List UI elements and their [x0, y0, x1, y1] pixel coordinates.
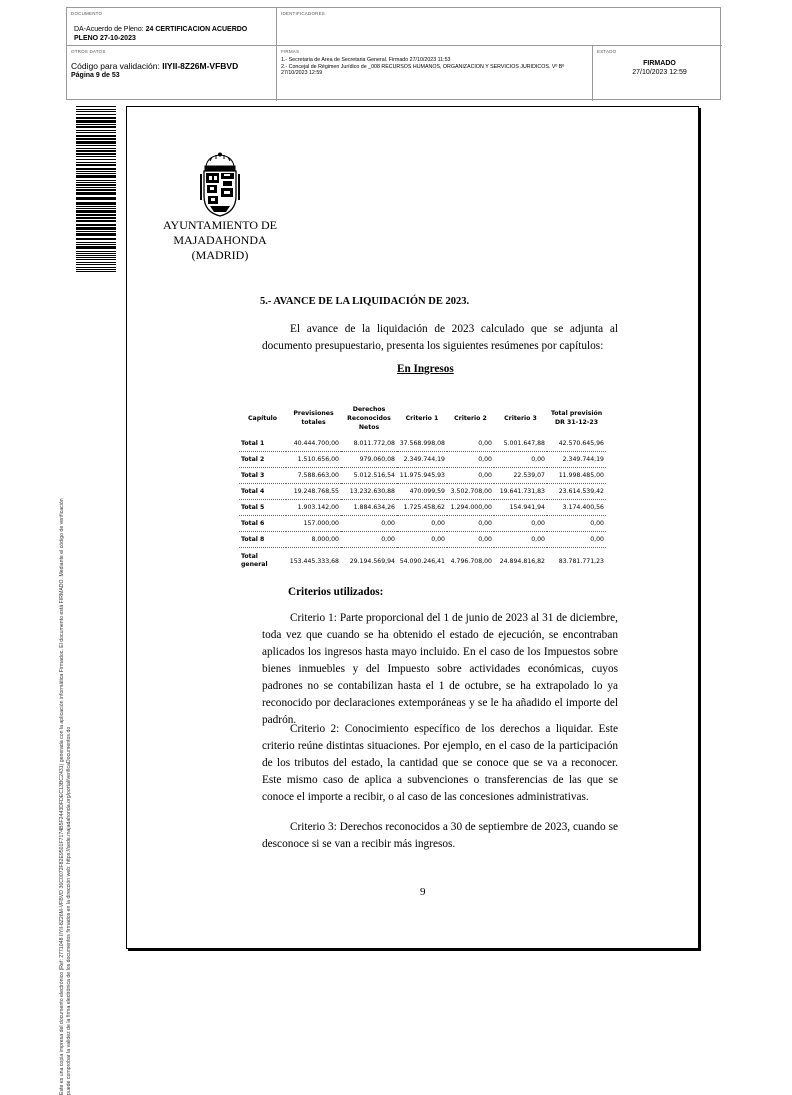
- table-cell: 0,00: [397, 516, 447, 532]
- ayuntamiento-name: [160, 218, 280, 263]
- row-label: Total 2: [239, 452, 286, 468]
- table-total-row: [239, 548, 606, 575]
- table-row: [239, 468, 606, 484]
- total-cell: 54.090.246,41: [399, 557, 445, 565]
- criterio-2-paragraph: Criterio 2: Conocimiento específico de los derechos a liquidar. Este criterio reúne distintas situaciones. Por ejemplo, en el caso de la participación de los tributos del estado, la cantidad que se conoce que se va a reconocer. Este mismo caso de aplica a subvenciones o transferencias de las que se conoce el importe a recibir, o al caso de las concesiones administrativas.: [262, 723, 618, 803]
- ayuntamiento-line-2: MAJADAHONDA: [173, 233, 267, 247]
- table-cell: 1.294.000,00: [447, 500, 494, 516]
- estado-label: ESTADO: [597, 49, 617, 54]
- table-cell: 22.539,07: [494, 468, 547, 484]
- table-cell: 0,00: [547, 532, 606, 548]
- estado-cell: [593, 46, 722, 101]
- firma-1: 1.- Secretaria de Area de Secretaria General. Firmado 27/10/2023 11:53: [281, 57, 451, 63]
- codigo-validacion: [71, 61, 276, 71]
- table-cell: 42.570.645,96: [547, 436, 606, 452]
- table-row: [239, 452, 606, 468]
- row-label: Total 6: [239, 516, 286, 532]
- table-cell: 0,00: [341, 516, 397, 532]
- documento-prefix: DA-Acuerdo de Pleno:: [74, 26, 146, 33]
- table-header: Criterio 1: [405, 414, 439, 422]
- documento-title-2: PLENO 27-10-2023: [74, 35, 136, 42]
- table-cell: 19.248.768,55: [286, 484, 341, 500]
- row-label: Total 3: [239, 468, 286, 484]
- firma-2-date: 27/10/2023 12:59: [281, 70, 323, 76]
- otros-datos-label: OTROS DATOS: [71, 49, 106, 54]
- section-title: 5.- AVANCE DE LA LIQUIDACIÓN DE 2023.: [260, 296, 470, 307]
- table-cell: 0,00: [547, 516, 606, 532]
- table-cell: 2.349.744,19: [397, 452, 447, 468]
- total-cell: 83.781.771,23: [558, 557, 604, 565]
- table-row: [239, 532, 606, 548]
- table-cell: 0,00: [494, 516, 547, 532]
- table-cell: 11.998.485,00: [547, 468, 606, 484]
- firmas-cell: [277, 46, 593, 101]
- table-header: Criterio 2: [454, 414, 487, 422]
- table-cell: 0,00: [341, 532, 397, 548]
- identificadores-cell: [277, 8, 722, 46]
- ayuntamiento-line-3: (MADRID): [191, 248, 249, 262]
- table-cell: 154.941,94: [494, 500, 547, 516]
- total-cell: 24.894.816,82: [499, 557, 545, 565]
- table-cell: 5.012.516,54: [341, 468, 397, 484]
- total-general-label: [239, 548, 286, 575]
- documento-title-1: 24 CERTIFICACION ACUERDO: [145, 26, 248, 33]
- table-cell: 0,00: [447, 436, 494, 452]
- table-cell: 19.641.731,83: [494, 484, 547, 500]
- table-header: Previsiones totales: [293, 410, 334, 426]
- table-cell: 7.588.663,00: [286, 468, 341, 484]
- total-cell: 4.796.708,00: [450, 557, 492, 565]
- pagina-indicator: Página 9 de 53: [71, 72, 120, 79]
- table-cell: 5.001.647,88: [494, 436, 547, 452]
- estado-value: [597, 59, 722, 77]
- criterio-1-paragraph: Criterio 1: Parte proporcional del 1 de junio de 2023 al 31 de diciembre, toda vez que cuando se ha obtenido el estado de ejecución, se encontraban aplicados los ingresos hasta mayo incluido. En el caso de los Impuestos sobre bienes inmuebles y del Impuesto sobre actividades económicas, cuyos padrones no se contabilizan hasta el 1 de octubre, se ha extrapolado lo ya reconocido por declaraciones extemporáneas y se le ha añadido el importe del padrón.: [262, 612, 618, 726]
- identificadores-label: IDENTIFICADORES: [281, 11, 326, 16]
- total-label-line-1: Total: [241, 553, 258, 560]
- table-header: Capítulo: [247, 414, 277, 422]
- table-cell: 470.099,59: [397, 484, 447, 500]
- criterios-title: Criterios utilizados:: [288, 586, 384, 598]
- table-cell: 0,00: [447, 452, 494, 468]
- intro-paragraph: El avance de la liquidación de 2023 calculado que se adjunta al documento presupuestario, presenta los siguientes resúmenes por capítulos:: [262, 323, 618, 352]
- table-cell: 1.725.458,62: [397, 500, 447, 516]
- total-cell: 153.445.333,68: [289, 557, 339, 565]
- table-cell: 13.232.630,88: [341, 484, 397, 500]
- row-label: Total 5: [239, 500, 286, 516]
- ayuntamiento-line-1: AYUNTAMIENTO DE: [162, 218, 278, 232]
- firma-2: 2.- Concejal de Régimen Jurídico de _008 RECURSOS HUMANOS, ORGANIZACIÓN Y SERVICIOS JURIDICOS. Vº Bº: [281, 63, 565, 70]
- table-header: Total previsión DR 31-12-23: [550, 410, 603, 426]
- table-header-row: [239, 400, 606, 436]
- estado-date: 27/10/2023 12:59: [632, 69, 687, 76]
- documento-value: [71, 25, 276, 43]
- documento-cell: [67, 8, 277, 46]
- table-header: Derechos Reconocidos Netos: [347, 405, 391, 431]
- table-row: [239, 500, 606, 516]
- document-header: [66, 7, 721, 100]
- table-cell: 0,00: [397, 532, 447, 548]
- table-header: Criterio 3: [504, 414, 537, 422]
- table-cell: 0,00: [447, 468, 494, 484]
- codigo-prefix: Código para validación:: [71, 61, 163, 71]
- firmas-list: [281, 57, 592, 77]
- table-cell: 0,00: [447, 516, 494, 532]
- otros-datos-cell: [67, 46, 277, 101]
- table-cell: 0,00: [494, 452, 547, 468]
- total-cell: 29.194.569,94: [349, 557, 395, 565]
- table-cell: 157.000,00: [286, 516, 341, 532]
- table-cell: 3.174.400,56: [547, 500, 606, 516]
- table-cell: 40.444.700,00: [286, 436, 341, 452]
- table-cell: 1.510.656,00: [286, 452, 341, 468]
- row-label: Total 1: [239, 436, 286, 452]
- criterio-3-paragraph: Criterio 3: Derechos reconocidos a 30 de septiembre de 2023, cuando se desconoce si se van a recibir más ingresos.: [262, 821, 618, 850]
- row-label: Total 8: [239, 532, 286, 548]
- coat-of-arms-icon: [196, 152, 244, 218]
- table-cell: 8.000,00: [286, 532, 341, 548]
- side-text-line-1: Este es una copia impresa del documento electrónico (Ref: 2771048 IIYII-8Z26M-VFBVD 36C0072F82E9501F7174B5F2443DFDEC13BC2431) generada con la aplicación informática Firmadoc. El documento está FIRMADO. Mediante el código de verificación: [59, 498, 65, 1095]
- table-cell: 37.568.998,08: [397, 436, 447, 452]
- table-row: [239, 484, 606, 500]
- table-row: [239, 516, 606, 532]
- table-cell: 0,00: [447, 532, 494, 548]
- side-verification-text: [59, 235, 85, 1095]
- table-cell: 2.349.744,19: [547, 452, 606, 468]
- estado-firmado: FIRMADO: [643, 60, 676, 67]
- table-cell: 8.011.772,08: [341, 436, 397, 452]
- ingresos-table: [239, 400, 606, 574]
- table-cell: 3.502.708,00: [447, 484, 494, 500]
- table-cell: 23.614.539,42: [547, 484, 606, 500]
- table-cell: 1.903.142,00: [286, 500, 341, 516]
- table-row: [239, 436, 606, 452]
- side-text-line-2: puede comprobar la validez de la firma electrónica de los documentos firmados en la dirección web: https://sede.majadahonda.org/portal/verificaDocumentos.do: [65, 726, 72, 1095]
- total-label-line-2: general: [241, 561, 268, 568]
- page-number: 9: [420, 886, 426, 898]
- documento-label: DOCUMENTO: [71, 11, 103, 16]
- row-label: Total 4: [239, 484, 286, 500]
- codigo-value[interactable]: IIYII-8Z26M-VFBVD: [162, 61, 239, 71]
- firmas-label: FIRMAS: [281, 49, 300, 54]
- ingresos-title: En Ingresos: [397, 363, 454, 375]
- table-cell: 979.060,08: [341, 452, 397, 468]
- table-cell: 11.975.945,93: [397, 468, 447, 484]
- table-cell: 1.884.634,26: [341, 500, 397, 516]
- table-cell: 0,00: [494, 532, 547, 548]
